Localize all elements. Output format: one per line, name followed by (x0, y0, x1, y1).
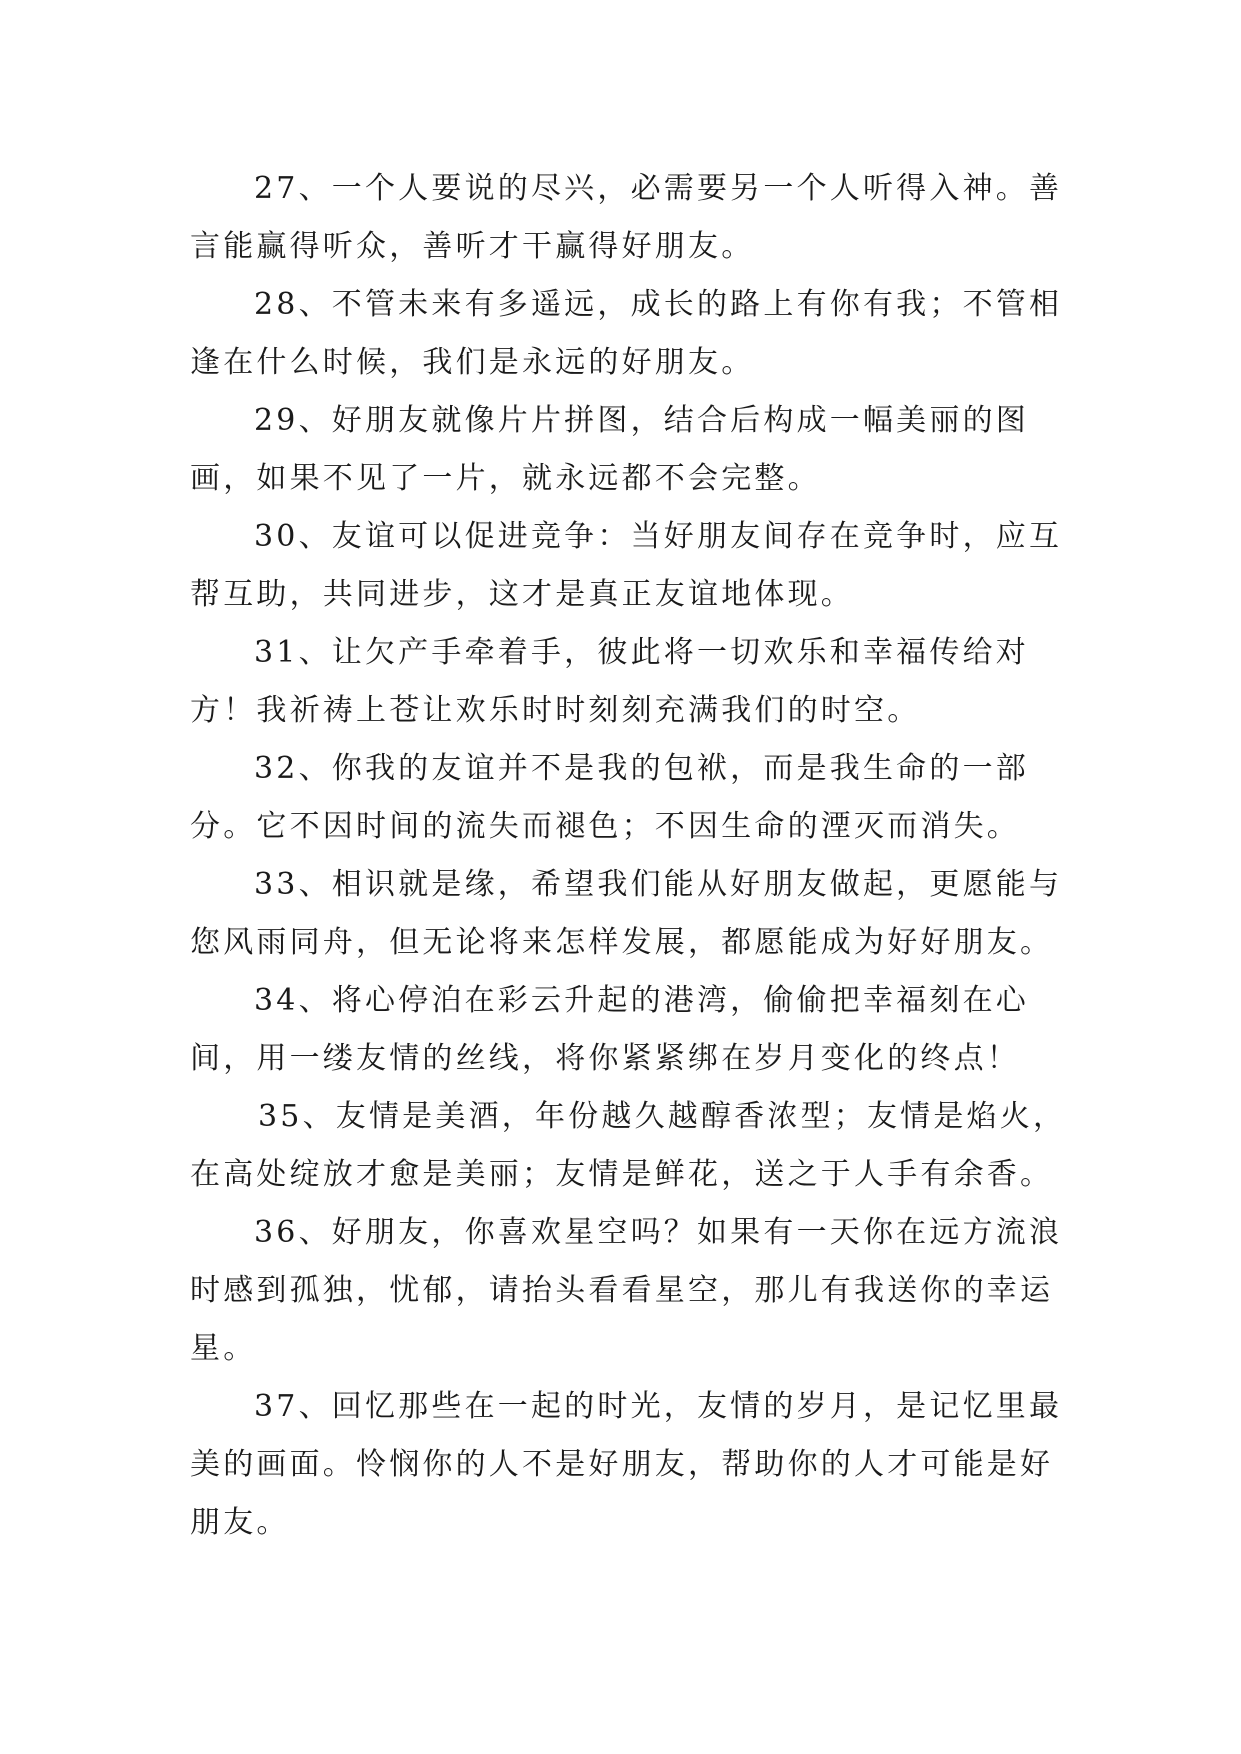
paragraph-28: 28、不管未来有多遥远，成长的路上有你有我；不管相逢在什么时候，我们是永远的好朋友。 (190, 287, 1063, 380)
paragraph-37: 37、回忆那些在一起的时光，友情的岁月，是记忆里最美的画面。怜悯你的人不是好朋友，帮助你的人才可能是好朋友。 (190, 1389, 1063, 1540)
paragraph-34: 34、将心停泊在彩云升起的港湾，偷偷把幸福刻在心间，用一缕友情的丝线，将你紧紧绑在岁月变化的终点！ (190, 983, 1029, 1076)
paragraph-30: 30、友谊可以促进竞争：当好朋友间存在竞争时，应互帮互助，共同进步，这才是真正友谊地体现。 (190, 519, 1063, 612)
paragraph-27: 27、一个人要说的尽兴，必需要另一个人听得入神。善言能赢得听众，善听才干赢得好朋友。 (190, 171, 1063, 264)
paragraph-35: 35、友情是美酒，年份越久越醇香浓型；友情是焰火，在高处绽放才愈是美丽；友情是鲜花，送之于人手有余香。 (190, 1099, 1067, 1192)
paragraph-36: 36、好朋友，你喜欢星空吗？如果有一天你在远方流浪时感到孤独，忧郁，请抬头看看星空，那儿有我送你的幸运星。 (190, 1215, 1063, 1366)
paragraph-33: 33、相识就是缘，希望我们能从好朋友做起，更愿能与您风雨同舟，但无论将来怎样发展，都愿能成为好好朋友。 (190, 867, 1063, 960)
paragraph-29: 29、好朋友就像片片拼图，结合后构成一幅美丽的图画，如果不见了一片，就永远都不会完整。 (190, 403, 1029, 496)
document-body (190, 160, 1070, 1552)
paragraph-31: 31、让欠产手牵着手，彼此将一切欢乐和幸福传给对方！我祈祷上苍让欢乐时时刻刻充满我们的时空。 (190, 635, 1029, 728)
paragraph-32: 32、你我的友谊并不是我的包袱，而是我生命的一部分。它不因时间的流失而褪色；不因生命的湮灭而消失。 (190, 751, 1029, 844)
